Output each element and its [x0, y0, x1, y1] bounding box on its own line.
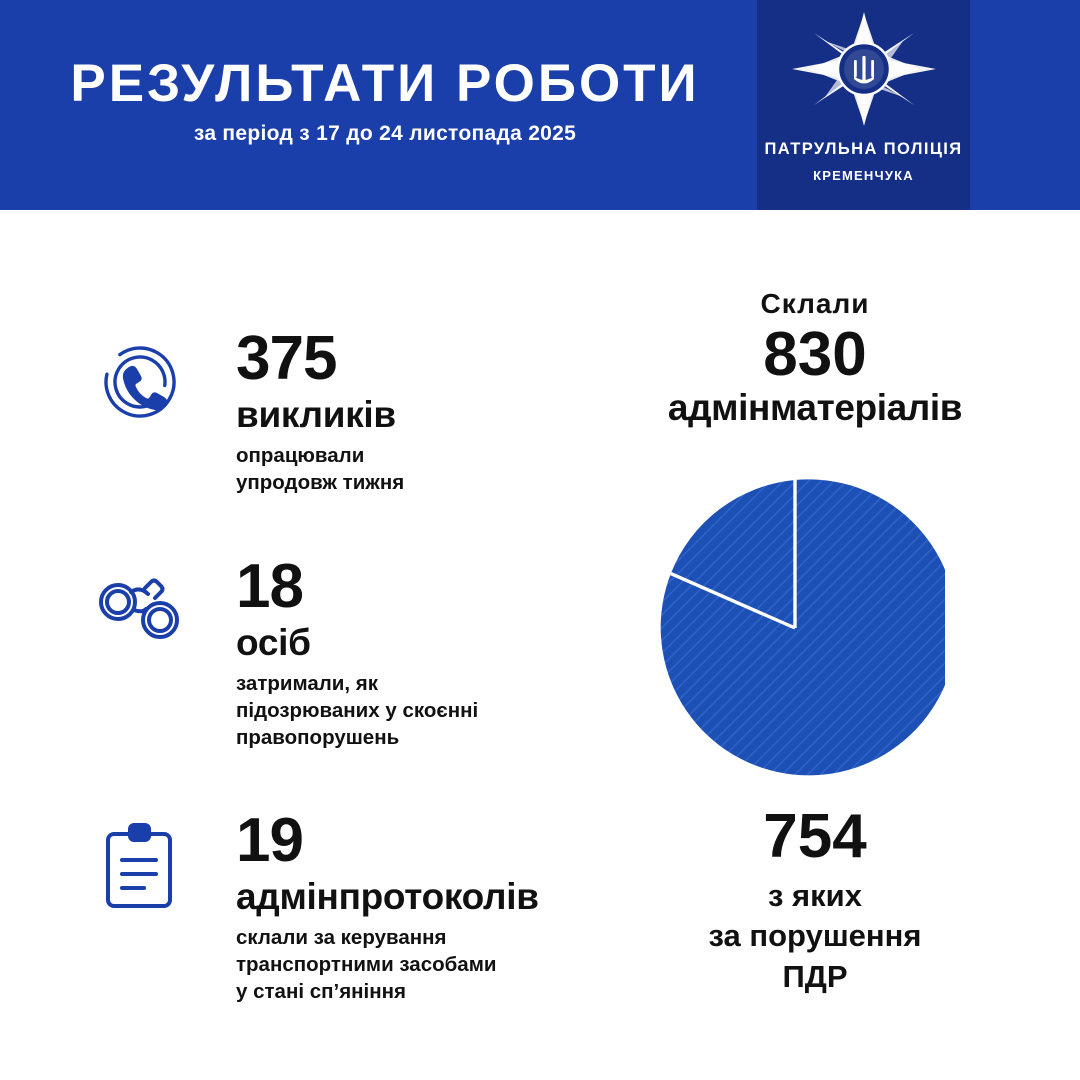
stat-traffic-violations-unit	[600, 876, 1030, 997]
stat-protocols-desc-line-3: у стані сп’яніння	[236, 979, 406, 1003]
stat-traffic-violations	[600, 802, 1030, 997]
stat-protocols-unit: адмінпротоколів	[236, 875, 539, 917]
stat-calls-desc-line-2: упродовж тижня	[236, 470, 405, 494]
stat-admin-materials-unit: адмінматеріалів	[667, 386, 963, 428]
stat-detained-desc-line-1: затримали, як	[236, 671, 379, 695]
page-title: РЕЗУЛЬТАТИ РОБОТИ	[70, 54, 700, 113]
stat-calls-description	[236, 442, 616, 496]
stat-detained-value: 18	[236, 552, 303, 621]
stat-detained-desc-line-2: підозрюваних у скоєнні	[236, 698, 479, 722]
stat-traffic-violations-value: 754	[763, 802, 867, 871]
header-banner	[0, 0, 1080, 210]
phone-call-icon	[88, 330, 192, 434]
stat-calls-unit: викликів	[236, 393, 396, 435]
logo-panel	[757, 0, 970, 210]
stat-protocols-value: 19	[236, 806, 303, 875]
stat-protocols-body	[236, 806, 616, 1005]
clipboard-icon	[88, 812, 192, 916]
stat-detained-desc-line-3: правопорушень	[236, 725, 400, 749]
stat-detained-unit: осіб	[236, 621, 311, 663]
stat-protocols-desc-line-2: транспортними засобами	[236, 952, 497, 976]
stat-admin-materials-label: Склали	[760, 288, 870, 319]
stat-calls-body	[236, 324, 616, 496]
handcuffs-icon	[88, 558, 192, 662]
stat-detained-description	[236, 670, 616, 751]
stat-calls-value: 375	[236, 324, 337, 393]
pie-chart	[645, 478, 945, 778]
stat-detained-body	[236, 552, 616, 751]
stat-admin-materials-value: 830	[763, 320, 867, 389]
police-star-emblem-icon	[774, 10, 954, 128]
logo-line-2: КРЕМЕНЧУКА	[813, 168, 914, 183]
page-subtitle: за період з 17 до 24 листопада 2025	[193, 122, 577, 145]
stat-traffic-violations-line-3: ПДР	[782, 958, 848, 994]
stat-protocols-desc-line-1: склали за керування	[236, 925, 447, 949]
stat-protocols-description	[236, 924, 616, 1005]
stat-traffic-violations-line-2: за порушення	[708, 918, 922, 954]
stat-calls-desc-line-1: опрацювали	[236, 443, 365, 467]
logo-line-1: ПАТРУЛЬНА ПОЛІЦІЯ	[764, 140, 963, 158]
stat-traffic-violations-line-1: з яких	[768, 878, 862, 913]
stat-admin-materials	[600, 288, 1030, 428]
